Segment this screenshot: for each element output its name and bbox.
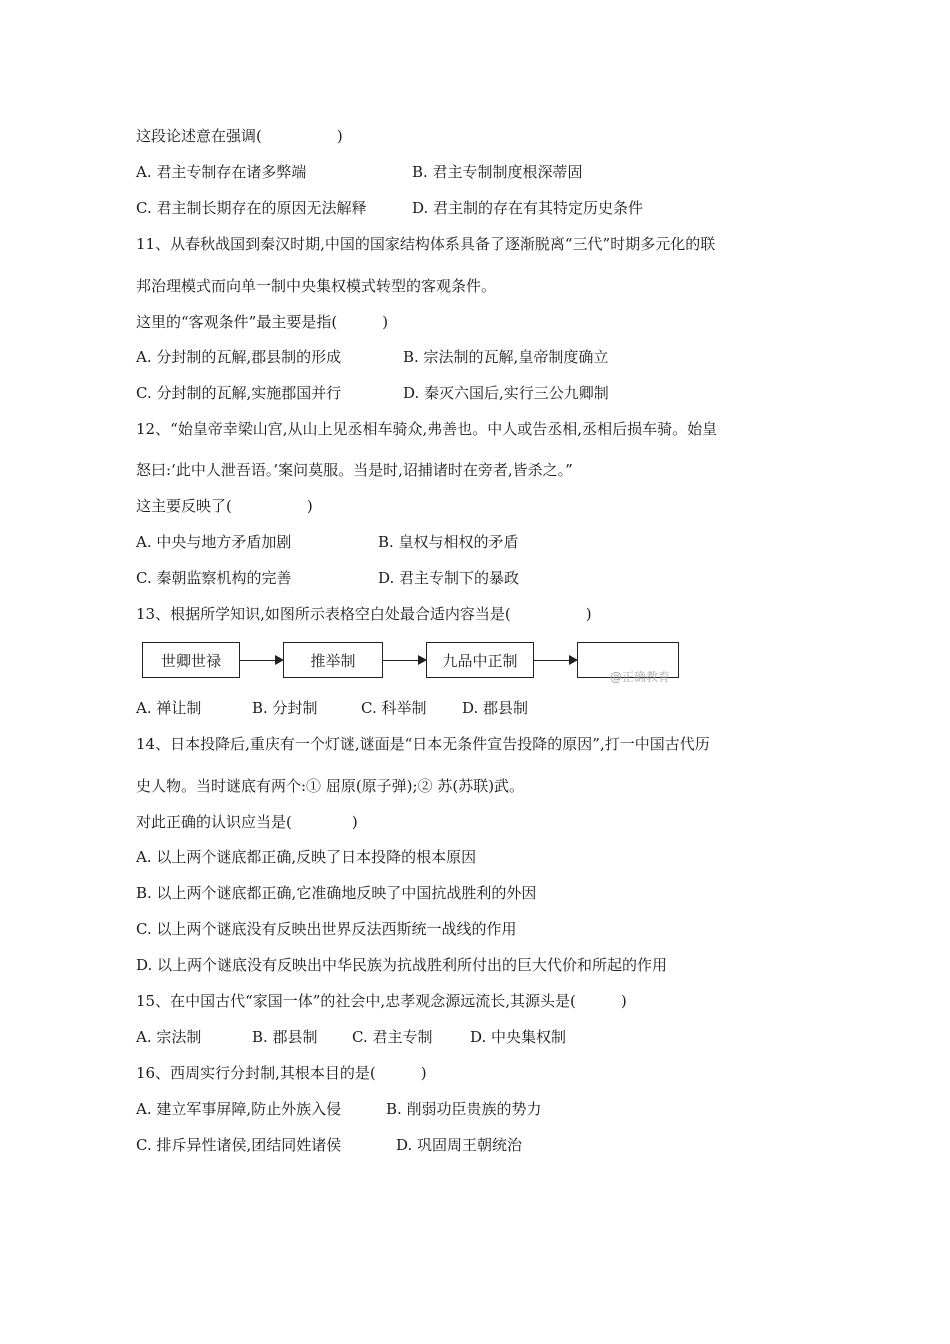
- q12-option-c: C. 秦朝监察机构的完善: [136, 569, 292, 587]
- q11-option-d: D. 秦灭六国后,实行三公九卿制: [403, 384, 609, 402]
- flow-arrow-1: [240, 660, 282, 661]
- q15-option-d: D. 中央集权制: [470, 1028, 567, 1046]
- q14-stem-line2: 史人物。当时谜底有两个:① 屈原(原子弹);② 苏(苏联)武。: [136, 777, 525, 795]
- watermark-text: @正确教育: [610, 670, 671, 684]
- q12-option-d: D. 君主专制下的暴政: [378, 569, 520, 587]
- flow-arrow-2: [383, 660, 425, 661]
- q14-option-b: B. 以上两个谜底都正确,它准确地反映了中国抗战胜利的外因: [136, 884, 537, 902]
- q15-option-a: A. 宗法制: [136, 1028, 202, 1046]
- flow-box-2: 推举制: [283, 642, 383, 678]
- q16-stem: 16、西周实行分封制,其根本目的是( ): [136, 1064, 427, 1082]
- q15-option-b: B. 郡县制: [252, 1028, 318, 1046]
- q13-flowchart: [142, 640, 682, 682]
- q13-option-c: C. 科举制: [361, 699, 427, 717]
- q14-stem-line3: 对此正确的认识应当是( ): [136, 813, 358, 831]
- flow-box-3: 九品中正制: [426, 642, 534, 678]
- q13-option-d: D. 郡县制: [462, 699, 529, 717]
- q11-stem-line2: 邦治理模式而向单一制中央集权模式转型的客观条件。: [136, 277, 497, 295]
- q10-option-b: B. 君主专制制度根深蒂固: [412, 163, 583, 181]
- q12-option-b: B. 皇权与相权的矛盾: [378, 533, 519, 551]
- q12-option-a: A. 中央与地方矛盾加剧: [136, 533, 292, 551]
- q11-option-c: C. 分封制的瓦解,实施郡国并行: [136, 384, 342, 402]
- q14-option-a: A. 以上两个谜底都正确,反映了日本投降的根本原因: [136, 848, 477, 866]
- q10-option-c: C. 君主制长期存在的原因无法解释: [136, 199, 367, 217]
- q11-option-b: B. 宗法制的瓦解,皇帝制度确立: [403, 348, 609, 366]
- q16-option-a: A. 建立军事屏障,防止外族入侵: [136, 1100, 342, 1118]
- q12-stem-line3: 这主要反映了( ): [136, 497, 313, 515]
- q16-option-c: C. 排斥异性诸侯,团结同姓诸侯: [136, 1136, 342, 1154]
- flow-box-1: 世卿世禄: [142, 642, 240, 678]
- q12-stem-line2: 怒曰:‘此中人泄吾语。’案问莫服。当是时,诏捕诸时在旁者,皆杀之。”: [136, 461, 573, 479]
- q10-option-d: D. 君主制的存在有其特定历史条件: [412, 199, 644, 217]
- q10-option-a: A. 君主专制存在诸多弊端: [136, 163, 307, 181]
- q16-option-b: B. 削弱功臣贵族的势力: [386, 1100, 542, 1118]
- q10-stem: 这段论述意在强调( ): [136, 127, 343, 145]
- q12-stem-line1: 12、“始皇帝幸梁山宫,从山上见丞相车骑众,弗善也。中人或告丞相,丞相后损车骑。始皇: [136, 420, 718, 438]
- q11-option-a: A. 分封制的瓦解,郡县制的形成: [136, 348, 342, 366]
- q13-stem: 13、根据所学知识,如图所示表格空白处最合适内容当是( ): [136, 605, 592, 623]
- flow-arrow-3: [534, 660, 576, 661]
- q13-option-b: B. 分封制: [252, 699, 318, 717]
- q15-stem: 15、在中国古代“家国一体”的社会中,忠孝观念源远流长,其源头是( ): [136, 992, 627, 1010]
- q16-option-d: D. 巩固周王朝统治: [396, 1136, 523, 1154]
- q14-stem-line1: 14、日本投降后,重庆有一个灯谜,谜面是“日本无条件宣告投降的原因”,打一中国古代历: [136, 735, 710, 753]
- q13-option-a: A. 禅让制: [136, 699, 202, 717]
- q14-option-c: C. 以上两个谜底没有反映出世界反法西斯统一战线的作用: [136, 920, 517, 938]
- q11-stem-line3: 这里的“客观条件”最主要是指( ): [136, 313, 389, 331]
- q15-option-c: C. 君主专制: [352, 1028, 433, 1046]
- q14-option-d: D. 以上两个谜底没有反映出中华民族为抗战胜利所付出的巨大代价和所起的作用: [136, 956, 668, 974]
- q11-stem-line1: 11、从春秋战国到秦汉时期,中国的国家结构体系具备了逐渐脱离“三代”时期多元化的联: [136, 235, 716, 253]
